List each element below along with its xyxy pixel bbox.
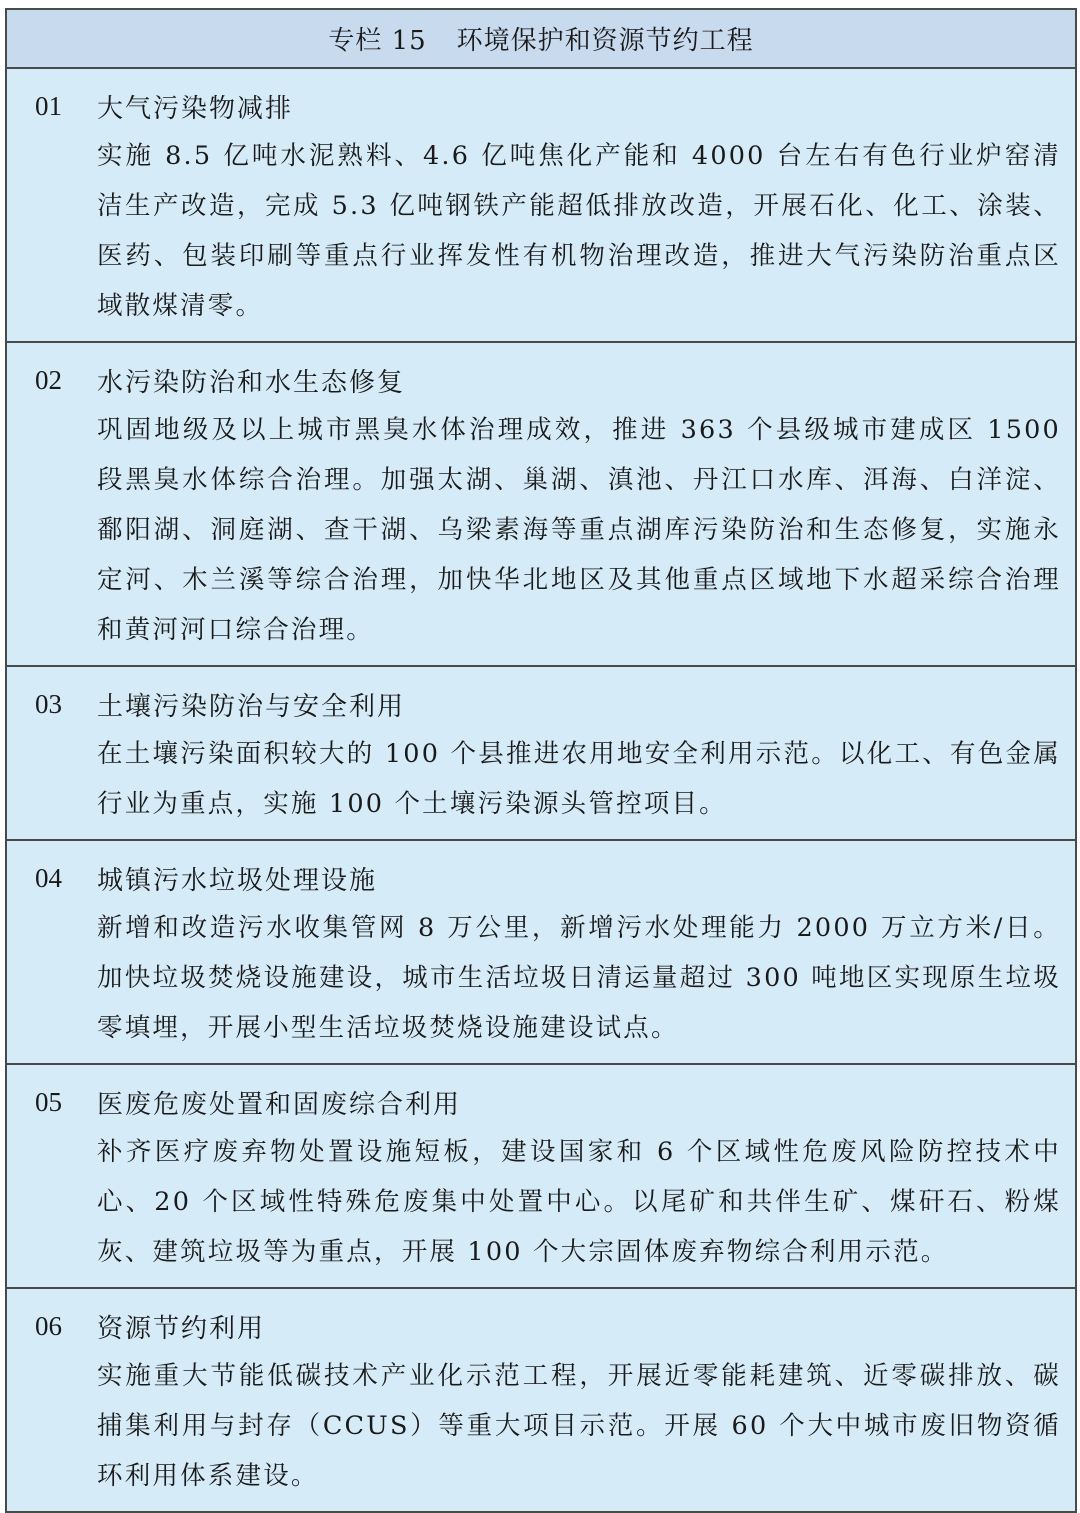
section-number: 03	[35, 688, 62, 719]
section-title-row	[35, 1077, 1061, 1127]
table-header	[7, 10, 1075, 69]
section-title: 医废危废处置和固废综合利用	[97, 1089, 462, 1120]
section-04	[7, 841, 1075, 1065]
section-number: 06	[35, 1310, 62, 1341]
section-title: 大气污染物减排	[97, 93, 294, 124]
section-number: 01	[35, 90, 62, 121]
section-title-row	[35, 853, 1061, 903]
section-title-row	[35, 81, 1061, 131]
section-title-row	[35, 355, 1061, 405]
section-03	[7, 667, 1075, 841]
section-body: 实施 8.5 亿吨水泥熟料、4.6 亿吨焦化产能和 4000 台左右有色行业炉窑清洁生产改造，完成 5.3 亿吨钢铁产能超低排放改造，开展石化、化工、涂装、医药、包装印刷等重点行业挥发性有机物治理改造，推进大气污染防治重点区域散煤清零。	[97, 141, 1061, 321]
section-title: 资源节约利用	[97, 1313, 266, 1344]
section-body: 巩固地级及以上城市黑臭水体治理成效，推进 363 个县级城市建成区 1500 段黑臭水体综合治理。加强太湖、巢湖、滇池、丹江口水库、洱海、白洋淀、鄱阳湖、洞庭湖、查干湖、乌梁素海等重点湖库污染防治和生态修复，实施永定河、木兰溪等综合治理，加快华北地区及其他重点区域地下水超采综合治理和黄河河口综合治理。	[97, 415, 1061, 645]
section-05	[7, 1065, 1075, 1289]
section-01	[7, 69, 1075, 343]
section-title: 水污染防治和水生态修复	[97, 367, 406, 398]
section-02	[7, 343, 1075, 667]
section-body: 新增和改造污水收集管网 8 万公里，新增污水处理能力 2000 万立方米/日。加快垃圾焚烧设施建设，城市生活垃圾日清运量超过 300 吨地区实现原生垃圾零填埋，开展小型生活垃圾焚烧设施建设试点。	[97, 913, 1061, 1043]
section-body: 在土壤污染面积较大的 100 个县推进农用地安全利用示范。以化工、有色金属行业为重点，实施 100 个土壤污染源头管控项目。	[97, 739, 1061, 819]
section-06	[7, 1289, 1075, 1511]
section-number: 04	[35, 862, 62, 893]
section-title: 城镇污水垃圾处理设施	[97, 865, 378, 896]
section-title: 土壤污染防治与安全利用	[97, 691, 406, 722]
section-number: 02	[35, 364, 62, 395]
section-body: 实施重大节能低碳技术产业化示范工程，开展近零能耗建筑、近零碳排放、碳捕集利用与封存（CCUS）等重大项目示范。开展 60 个大中城市废旧物资循环利用体系建设。	[97, 1361, 1061, 1491]
section-title-row	[35, 1301, 1061, 1351]
section-number: 05	[35, 1086, 62, 1117]
column-label: 专栏 15	[328, 26, 427, 56]
project-table	[5, 8, 1077, 1513]
section-title-row	[35, 679, 1061, 729]
section-body: 补齐医疗废弃物处置设施短板，建设国家和 6 个区域性危废风险防控技术中心、20 个区域性特殊危废集中处置中心。以尾矿和共伴生矿、煤矸石、粉煤灰、建筑垃圾等为重点，开展 100 个大宗固体废弃物综合利用示范。	[97, 1137, 1061, 1267]
table-title: 环境保护和资源节约工程	[456, 26, 754, 56]
